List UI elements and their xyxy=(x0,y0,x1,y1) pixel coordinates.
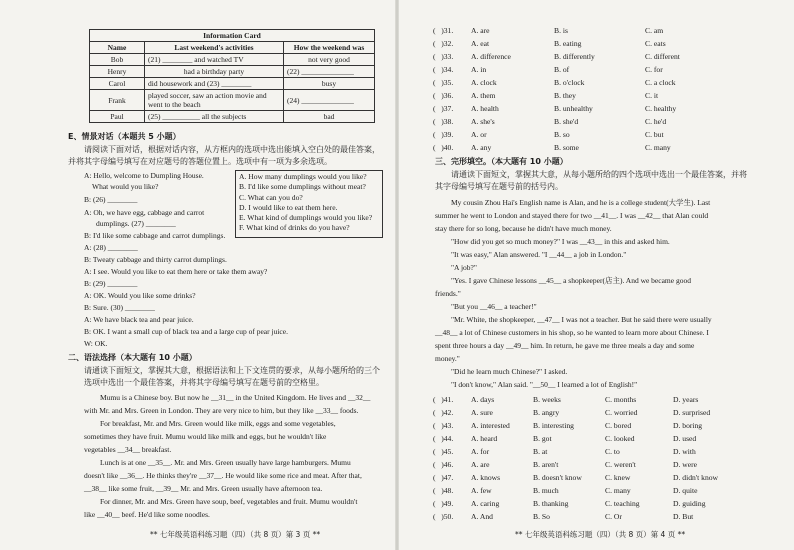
option-b: B. so xyxy=(554,130,570,139)
card-cell-activity: had a birthday party xyxy=(145,66,284,78)
option-b: B. thanking xyxy=(533,499,569,508)
question-row: ( )45. xyxy=(433,447,454,456)
card-cell-name: Frank xyxy=(90,90,145,111)
table-row xyxy=(90,111,375,123)
option-a: A. clock xyxy=(471,78,497,87)
passage-line: __48__ a lot of Chinese customers in his shop, so he wanted to learn more about Chinese. I xyxy=(435,328,709,337)
passage-line: like __40__ beef. He'd like some noodles. xyxy=(84,510,210,519)
option-a: A. are xyxy=(471,26,490,35)
option-c: C. to xyxy=(605,447,620,456)
question-row: ( )44. xyxy=(433,434,454,443)
passage-line: For breakfast, Mr. and Mrs. Green would like milk, eggs and some vegetables, xyxy=(100,419,336,428)
passage-line: Mumu is a Chinese boy. But now he __31__ in the United Kingdom. He lives and __32__ xyxy=(100,393,371,402)
question-row: ( )40. xyxy=(433,143,454,152)
dialogue-line: A: I see. Would you like to eat them here or take them away? xyxy=(84,267,268,276)
information-card-table xyxy=(89,29,375,123)
option-c: C. bored xyxy=(605,421,632,430)
passage-line: doesn't like __36__. He thinks they're __37__. He would like some rice and meat. After that, xyxy=(84,471,362,480)
passage-line: "Did he learn much Chinese?" I asked. xyxy=(451,367,568,376)
section-three-instruction: 其字母编号填写在题号前的括号内。 xyxy=(435,182,563,191)
option-a: A. interested xyxy=(471,421,510,430)
option-d: D. quite xyxy=(673,486,698,495)
passage-line: spent three hours a day __49__ him. In return, he gave me three meals a day and some xyxy=(435,341,695,350)
option-a: A. any xyxy=(471,143,492,152)
option-a: A. eat xyxy=(471,39,490,48)
option-e: E. What kind of dumplings would you like? xyxy=(239,213,373,223)
dialogue-line: What would you like? xyxy=(92,182,159,191)
card-cell-name: Henry xyxy=(90,66,145,78)
section-three-instruction: 请通读下面短文，掌握其大意，从每小题所给的四个选项中选出一个最佳答案，并将 xyxy=(451,170,747,179)
option-f: F. What kind of drinks do you have? xyxy=(239,223,350,233)
option-d: D. boring xyxy=(673,421,703,430)
option-c: C. it xyxy=(645,91,659,100)
option-b: B. unhealthy xyxy=(554,104,593,113)
option-b: B. differently xyxy=(554,52,595,61)
question-row: ( )31. xyxy=(433,26,454,35)
dialogue-line: B: OK. I want a small cup of black tea and a large cup of pear juice. xyxy=(84,327,288,336)
option-b: B. aren't xyxy=(533,460,559,469)
option-c: C. a clock xyxy=(645,78,676,87)
option-a: A. health xyxy=(471,104,499,113)
question-row: ( )32. xyxy=(433,39,454,48)
passage-line: Lunch is at one __35__. Mr. and Mrs. Green usually have large hamburgers. Mumu xyxy=(100,458,351,467)
section-two-instruction: 选项中选出一个最佳答案，并将其字母编号填写在题号前的空格里。 xyxy=(84,378,324,387)
option-a: A. are xyxy=(471,460,490,469)
question-row: ( )47. xyxy=(433,473,454,482)
dialogue-line: B: (29) ________ xyxy=(84,279,138,288)
dialogue-line: A: Oh, we have egg, cabbage and carrot xyxy=(84,208,205,217)
option-a: A. And xyxy=(471,512,493,521)
passage-line: "I don't know," Alan said. "__50__ I learned a lot of English!" xyxy=(451,380,638,389)
question-row: ( )46. xyxy=(433,460,454,469)
option-d: D. years xyxy=(673,395,699,404)
option-d: D. I would like to eat them here. xyxy=(239,202,338,212)
question-row: ( )43. xyxy=(433,421,454,430)
question-row: ( )38. xyxy=(433,117,454,126)
dialogue-line: A: OK. Would you like some drinks? xyxy=(84,291,196,300)
card-header-how: How the weekend was xyxy=(284,42,375,54)
option-b: B. eating xyxy=(554,39,582,48)
section-two-heading: 二、语法选择（本大题有 10 小题） xyxy=(68,353,197,362)
dialogue-line: A: (28) ________ xyxy=(84,243,138,252)
passage-line: with Mr. and Mrs. Green in London. They are very nice to him, but they like __33__ foods. xyxy=(84,406,359,415)
passage-line: "Mr. White, the shopkeeper, __47__ I was not a teacher. But he said there were usually xyxy=(451,315,712,324)
option-c: C. healthy xyxy=(645,104,677,113)
dialogue-options-box xyxy=(235,170,383,238)
option-a: A. sure xyxy=(471,408,493,417)
question-row: ( )49. xyxy=(433,499,454,508)
question-row: ( )36. xyxy=(433,91,454,100)
passage-line: money." xyxy=(435,354,460,363)
option-c: C. knew xyxy=(605,473,631,482)
right-page xyxy=(397,0,794,550)
question-row: ( )42. xyxy=(433,408,454,417)
option-b: B. got xyxy=(533,434,552,443)
option-a: A. them xyxy=(471,91,496,100)
dialogue-line: B: I'd like some cabbage and carrot dumplings. xyxy=(84,231,226,240)
option-b: B. of xyxy=(554,65,570,74)
table-row xyxy=(90,90,375,111)
option-c: C. months xyxy=(605,395,637,404)
option-c: C. worried xyxy=(605,408,638,417)
option-b: B. at xyxy=(533,447,548,456)
passage-line: __38__ like some fruit, __39__ Mr. and Mrs. Green usually have afternoon tea. xyxy=(84,484,323,493)
option-d: D. were xyxy=(673,460,698,469)
option-d: D. But xyxy=(673,512,694,521)
passage-line: For dinner, Mr. and Mrs. Green have soup, beef, vegetables and fruit. Mumu wouldn't xyxy=(100,497,358,506)
option-c: C. weren't xyxy=(605,460,636,469)
option-c: C. looked xyxy=(605,434,635,443)
option-a: A. knows xyxy=(471,473,501,482)
card-cell-name: Paul xyxy=(90,111,145,123)
section-e-heading: E、情景对话（本题共 5 小题） xyxy=(68,132,181,141)
card-cell-activity: did housework and (23) ________ xyxy=(145,78,284,90)
question-row: ( )35. xyxy=(433,78,454,87)
passage-line: "How did you get so much money?" I was __43__ in this and asked him. xyxy=(451,237,670,246)
passage-line: My cousin Zhou Hai's English name is Alan, and he is a college student(大学生). Last xyxy=(451,198,711,207)
passage-line: stay there for so long, because he didn't have much money. xyxy=(435,224,612,233)
option-b: B. weeks xyxy=(533,395,561,404)
option-c: C. he'd xyxy=(645,117,667,126)
dialogue-line: B: Sure. (30) ________ xyxy=(84,303,155,312)
dialogue-line: B: (26) ________ xyxy=(84,195,138,204)
dialogue-line: W: OK. xyxy=(84,339,108,348)
passage-line: friends." xyxy=(435,289,461,298)
table-row xyxy=(90,66,375,78)
option-b: B. she'd xyxy=(554,117,579,126)
card-cell-activity: (25) __________ all the subjects xyxy=(145,111,284,123)
option-a: A. she's xyxy=(471,117,495,126)
question-row: ( )48. xyxy=(433,486,454,495)
card-cell-how: not very good xyxy=(284,54,375,66)
option-a: A. How many dumplings would you like? xyxy=(239,172,367,181)
passage-line: "Yes. I gave Chinese lessons __45__ a shopkeeper(店主). And we became good xyxy=(451,276,691,285)
page-footer: ** 七年级英语科练习题（四）（共 8 页）第 3 页 ** xyxy=(150,530,321,539)
question-row: ( )50. xyxy=(433,512,454,521)
option-a: A. few xyxy=(471,486,492,495)
card-cell-how: (24) ______________ xyxy=(284,90,375,111)
option-c: C. teaching xyxy=(605,499,640,508)
question-row: ( )33. xyxy=(433,52,454,61)
passage-line: "But you __46__ a teacher!" xyxy=(451,302,537,311)
option-a: A. in xyxy=(471,65,487,74)
section-e-instruction: 请阅读下面对话，根据对话内容，从方框内的选项中选出能填入空白处的最佳答案， xyxy=(84,145,380,154)
option-c: C. Or xyxy=(605,512,622,521)
option-d: D. with xyxy=(673,447,696,456)
table-row xyxy=(90,78,375,90)
option-c: C. but xyxy=(645,130,664,139)
card-cell-activity: played soccer, saw an action movie and went to the beach xyxy=(145,90,284,111)
question-row: ( )41. xyxy=(433,395,454,404)
option-a: A. difference xyxy=(471,52,511,61)
option-b: B. I'd like some dumplings without meat? xyxy=(239,182,366,192)
page-footer: ** 七年级英语科练习题（四）（共 8 页）第 4 页 ** xyxy=(515,530,686,539)
card-cell-how: bad xyxy=(284,111,375,123)
option-a: A. days xyxy=(471,395,495,404)
card-cell-activity: (21) ________ and watched TV xyxy=(145,54,284,66)
dialogue-line: A: We have black tea and pear juice. xyxy=(84,315,194,324)
option-b: B. they xyxy=(554,91,576,100)
option-b: B. much xyxy=(533,486,559,495)
option-c: C. different xyxy=(645,52,680,61)
card-cell-how: busy xyxy=(284,78,375,90)
option-b: B. some xyxy=(554,143,579,152)
card-header-activities: Last weekend's activities xyxy=(145,42,284,54)
card-cell-name: Carol xyxy=(90,78,145,90)
question-row: ( )39. xyxy=(433,130,454,139)
option-a: A. or xyxy=(471,130,487,139)
card-cell-name: Bob xyxy=(90,54,145,66)
dialogue-line: B: Tweaty cabbage and thirty carrot dumplings. xyxy=(84,255,227,264)
option-c: C. eats xyxy=(645,39,666,48)
option-b: B. o'clock xyxy=(554,78,585,87)
card-header-name: Name xyxy=(90,42,145,54)
option-b: B. angry xyxy=(533,408,560,417)
option-c: C. What can you do? xyxy=(239,192,303,202)
dialogue-line: A: Hello, welcome to Dumpling House. xyxy=(84,171,204,180)
option-d: D. surprised xyxy=(673,408,711,417)
option-d: D. used xyxy=(673,434,697,443)
section-three-heading: 三、完形填空。（本大题有 10 小题） xyxy=(435,157,568,166)
option-d: D. didn't know xyxy=(673,473,719,482)
option-c: C. many xyxy=(645,143,671,152)
option-b: B. doesn't know xyxy=(533,473,582,482)
section-e-instruction: 并将其字母编号填写在对应题号的答题位置上。选项中有一项为多余选项。 xyxy=(68,157,332,166)
option-c: C. for xyxy=(645,65,663,74)
passage-line: "A job?" xyxy=(451,263,477,272)
option-d: D. guiding xyxy=(673,499,706,508)
card-cell-how: (22) ______________ xyxy=(284,66,375,78)
option-b: B. interesting xyxy=(533,421,574,430)
passage-line: "It was easy," Alan answered. "I __44__ a job in London." xyxy=(451,250,627,259)
section-two-instruction: 请通读下面短文，掌握其大意，根据语法和上下文连贯的要求，从每小题所给的三个 xyxy=(84,366,380,375)
card-title: Information Card xyxy=(90,30,375,42)
table-row xyxy=(90,54,375,66)
option-a: A. for xyxy=(471,447,490,456)
option-b: B. So xyxy=(533,512,550,521)
option-c: C. am xyxy=(645,26,664,35)
passage-line: summer he went to London and stayed there for two __41__. I was __42__ that Alan could xyxy=(435,211,709,220)
question-row: ( )37. xyxy=(433,104,454,113)
passage-line: vegetables __34__ breakfast. xyxy=(84,445,172,454)
option-b: B. is xyxy=(554,26,568,35)
passage-line: sometimes they have fruit. Mumu would like milk and eggs, but he wouldn't like xyxy=(84,432,327,441)
option-a: A. caring xyxy=(471,499,500,508)
question-row: ( )34. xyxy=(433,65,454,74)
option-c: C. many xyxy=(605,486,631,495)
option-a: A. heard xyxy=(471,434,498,443)
dialogue-line: dumplings. (27) ________ xyxy=(96,219,176,228)
